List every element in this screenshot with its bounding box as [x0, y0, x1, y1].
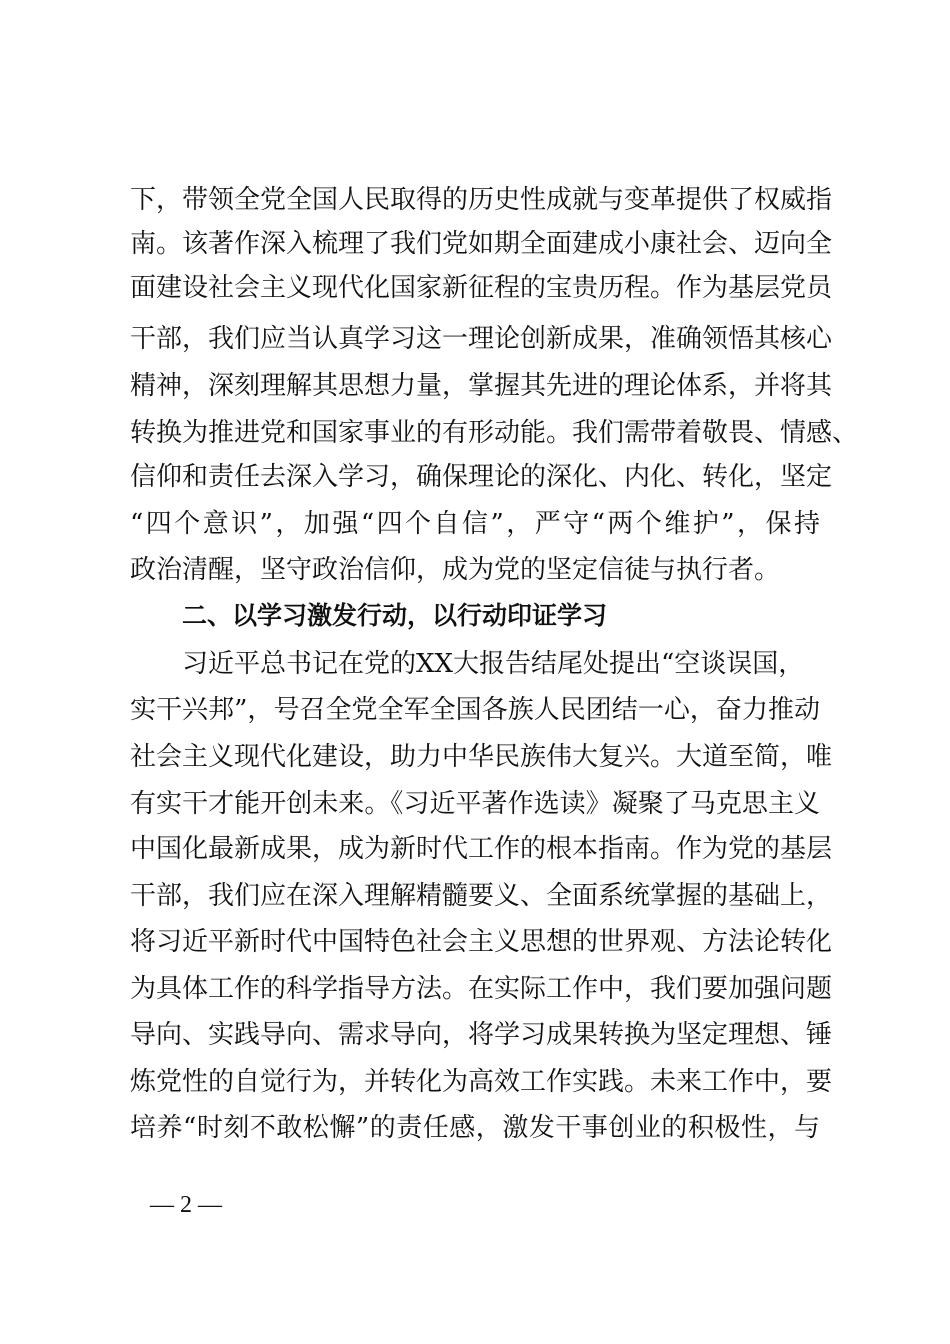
text-line: 南。该著作深入梳理了我们党如期全面建成小康社会、迈向全 [130, 229, 833, 259]
text-line: 精神，深刻理解其思想力量，掌握其先进的理论体系，并将其 [130, 371, 833, 401]
text-line: 转换为推进党和国家事业的有形动能。我们需带着敬畏、情感、 [130, 418, 859, 448]
section-heading: 二、以学习激发行动，以行动印证学习 [182, 601, 608, 630]
text-line: 导向、实践导向、需求导向，将学习成果转换为坚定理想、锤 [130, 1020, 833, 1050]
text-line: “四个意识”，加强“四个自信”，严守“两个维护”，保持 [130, 509, 820, 539]
text-line: 干部，我们应在深入理解精髓要义、全面系统掌握的基础上， [130, 881, 833, 911]
text-line: 干部，我们应当认真学习这一理论创新成果，准确领悟其核心 [130, 324, 833, 354]
text-line: 政治清醒，坚守政治信仰，成为党的坚定信徒与执行者。 [130, 555, 781, 585]
text-line: 培养“时刻不敢松懈”的责任感，激发干事创业的积极性，与 [130, 1113, 820, 1143]
text-line: 为具体工作的科学指导方法。在实际工作中，我们要加强问题 [130, 974, 833, 1004]
text-line: 习近平总书记在党的XX大报告结尾处提出“空谈误国， [182, 649, 805, 679]
page-number: — 2 — [150, 1192, 222, 1218]
text-line: 将习近平新时代中国特色社会主义思想的世界观、方法论转化 [130, 927, 833, 957]
text-line: 下，带领全党全国人民取得的历史性成就与变革提供了权威指 [130, 185, 833, 215]
text-line: 中国化最新成果，成为新时代工作的根本指南。作为党的基层 [130, 834, 833, 864]
text-line: 信仰和责任去深入学习，确保理论的深化、内化、转化，坚定 [130, 462, 833, 492]
text-line: 社会主义现代化建设，助力中华民族伟大复兴。大道至简，唯 [130, 742, 833, 772]
text-line: 实干兴邦”，号召全党全军全国各族人民团结一心，奋力推动 [130, 695, 820, 725]
text-line: 有实干才能开创未来。《习近平著作选读》凝聚了马克思主义 [130, 789, 820, 819]
text-line: 面建设社会主义现代化国家新征程的宝贵历程。作为基层党员 [130, 273, 833, 303]
text-line: 炼党性的自觉行为，并转化为高效工作实践。未来工作中，要 [130, 1067, 833, 1097]
